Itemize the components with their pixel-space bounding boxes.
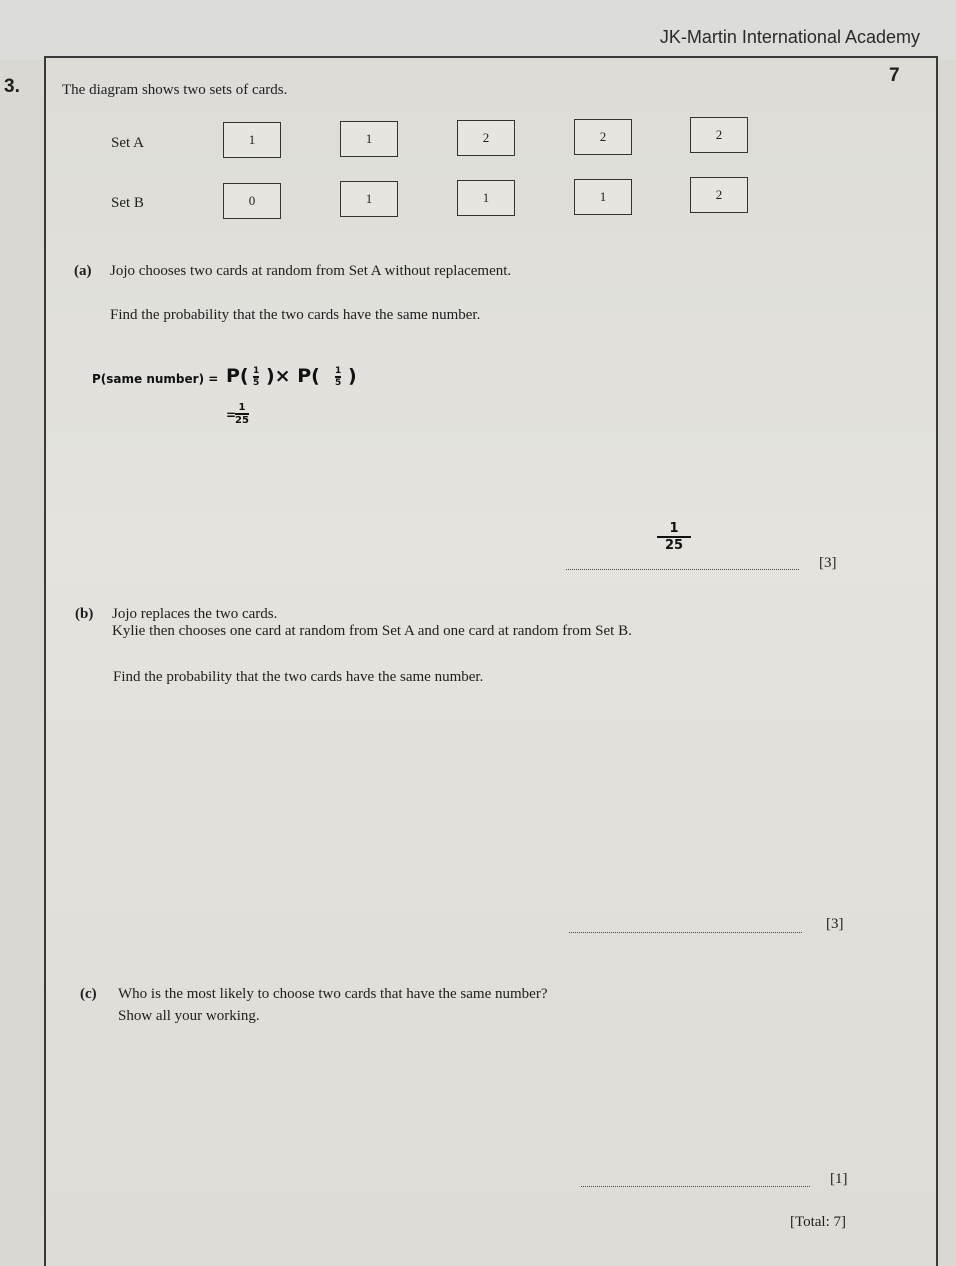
question-frame [44, 56, 938, 1266]
part-b-line2: Kylie then chooses one card at random from Set A and one card at random from Set B. [112, 623, 632, 639]
answer-c-line[interactable] [581, 1186, 810, 1187]
working-fraction-2-denominator: 5 [335, 378, 342, 388]
part-c-label: (c) [80, 986, 97, 1002]
part-b-line1: Jojo replaces the two cards. [112, 606, 278, 622]
answer-a-denominator: 25 [664, 538, 684, 553]
working-fraction-2 [335, 366, 341, 388]
answer-a-line[interactable] [566, 569, 799, 570]
question-number: 3. [4, 76, 20, 97]
working-result-fraction [235, 402, 249, 426]
working-fraction-1-denominator: 5 [253, 378, 260, 388]
question-total: [Total: 7] [790, 1214, 847, 1230]
part-a-prompt: Find the probability that the two cards have the same number. [110, 307, 481, 323]
question-intro: The diagram shows two sets of cards. [62, 82, 288, 98]
working-p-open: P( [226, 365, 249, 387]
working-result-numerator: 1 [238, 402, 246, 413]
working-lhs: P(same number) = [92, 372, 219, 386]
working-p-close: ) [348, 365, 357, 387]
set-b-card: 0 [223, 183, 281, 219]
set-b-card: 1 [340, 181, 398, 217]
set-b-card: 1 [457, 180, 515, 216]
part-a-label: (a) [74, 263, 92, 279]
part-b-label: (b) [75, 606, 94, 622]
set-a-card: 2 [574, 119, 632, 155]
working-fraction-1 [253, 366, 259, 388]
answer-b-line[interactable] [569, 932, 802, 933]
part-c-marks: [1] [830, 1171, 848, 1187]
part-c-text: Who is the most likely to choose two cards that have the same number? [118, 986, 548, 1002]
part-a-marks: [3] [819, 555, 837, 571]
part-c-prompt: Show all your working. [118, 1008, 260, 1024]
set-a-card: 2 [690, 117, 748, 153]
working-times-p: )× P( [266, 365, 320, 387]
set-b-label: Set B [111, 195, 144, 211]
set-a-card: 2 [457, 120, 515, 156]
working-fraction-2-numerator: 1 [335, 366, 342, 376]
part-b-prompt: Find the probability that the two cards have the same number. [113, 669, 484, 685]
set-b-card: 1 [574, 179, 632, 215]
part-a-text: Jojo chooses two cards at random from Set A without replacement. [110, 263, 512, 279]
set-a-card: 1 [340, 121, 398, 157]
working-equals: = [226, 408, 237, 422]
set-b-card: 2 [690, 177, 748, 213]
part-b-marks: [3] [826, 916, 844, 932]
page-number: 7 [889, 65, 900, 86]
school-name: JK-Martin International Academy [659, 27, 920, 47]
answer-a-numerator: 1 [669, 521, 679, 536]
set-a-card: 1 [223, 122, 281, 158]
answer-a-fraction [657, 521, 691, 553]
set-a-label: Set A [111, 135, 144, 151]
working-result-denominator: 25 [235, 415, 249, 426]
working-fraction-1-numerator: 1 [253, 366, 260, 376]
